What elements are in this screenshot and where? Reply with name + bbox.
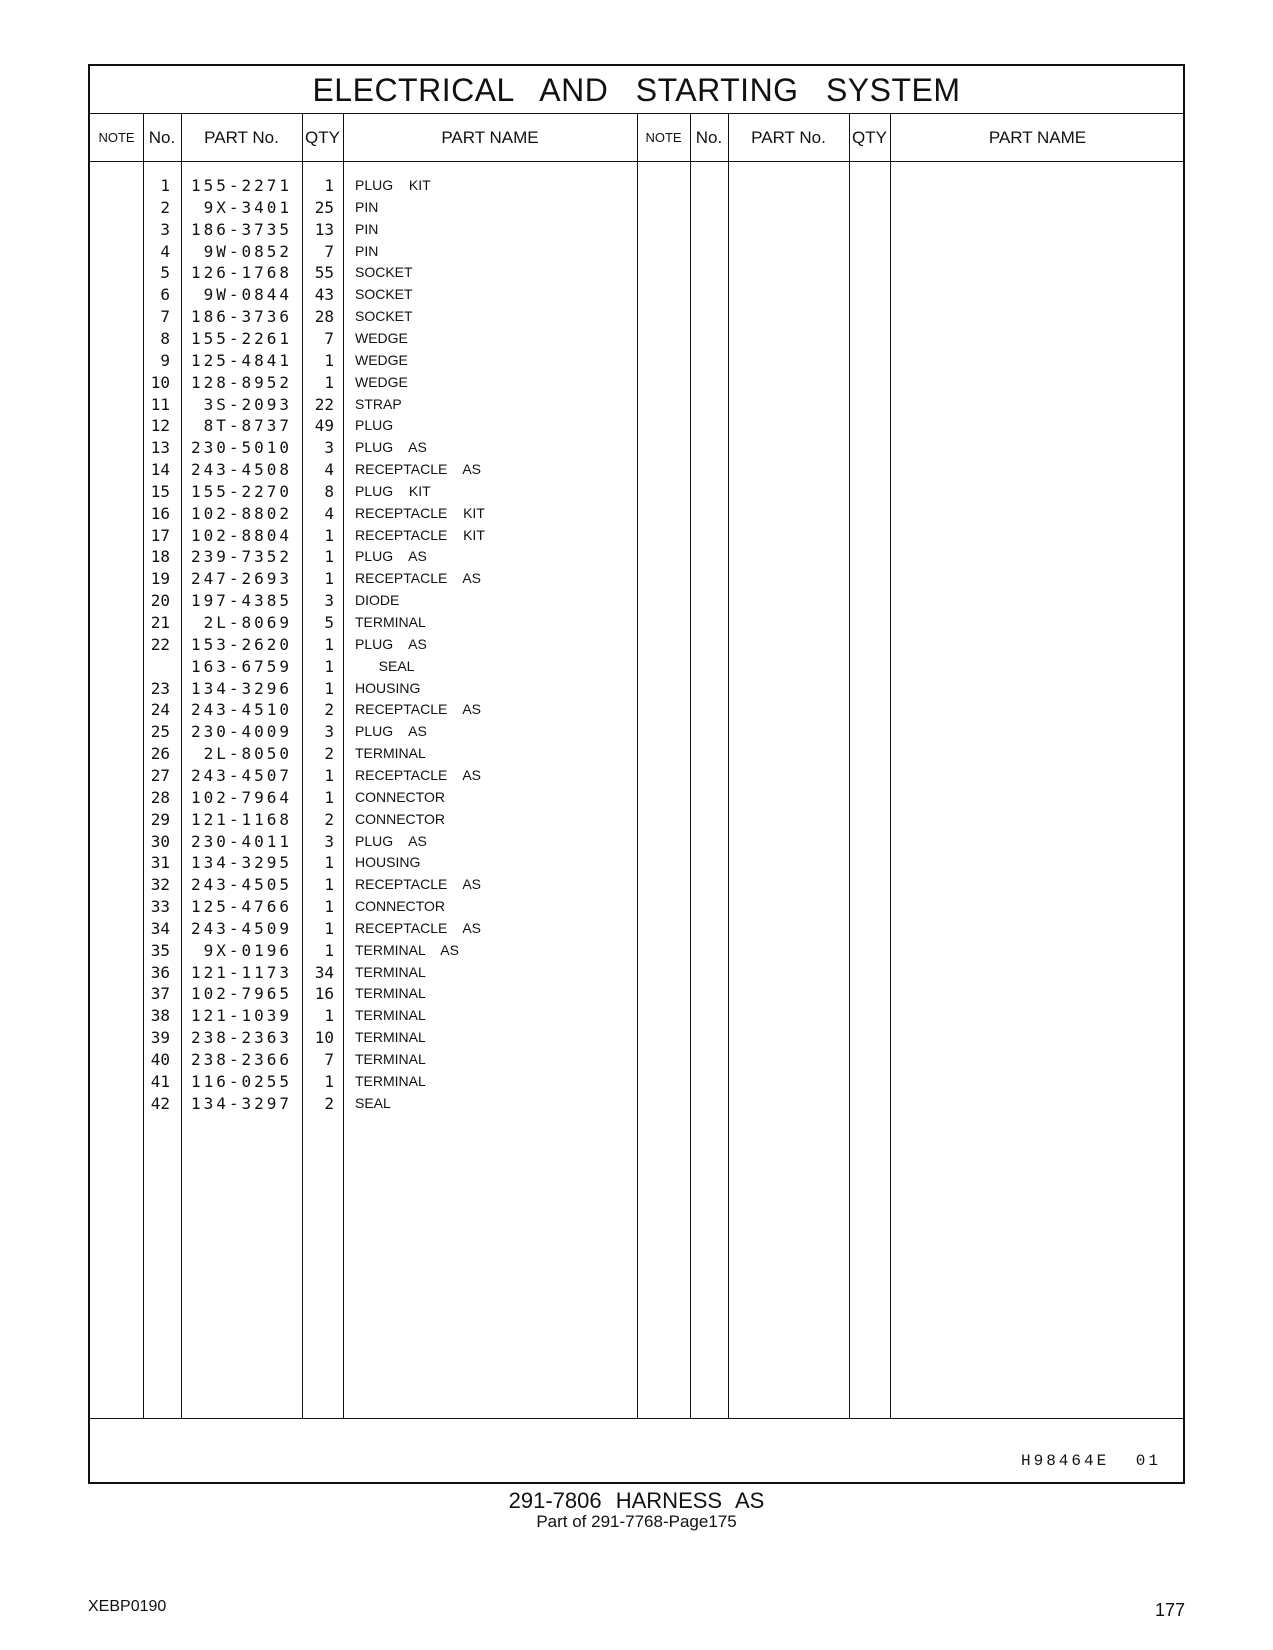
part-name: PLUG KIT bbox=[355, 177, 431, 193]
quantity: 4 bbox=[324, 503, 334, 523]
table-row bbox=[90, 371, 1183, 394]
part-number: 121-1173 bbox=[190, 962, 292, 982]
part-number: 9X-0196 bbox=[203, 940, 292, 960]
item-number: 15 bbox=[150, 481, 170, 501]
item-number: 19 bbox=[150, 569, 170, 589]
part-number: 2L-8050 bbox=[203, 744, 292, 764]
part-number: 125-4841 bbox=[190, 350, 292, 370]
part-name: RECEPTACLE AS bbox=[355, 919, 482, 936]
table-row bbox=[90, 895, 1183, 918]
quantity: 10 bbox=[314, 1028, 334, 1048]
table-row bbox=[90, 808, 1183, 831]
part-name: RECEPTACLE AS bbox=[355, 766, 482, 783]
quantity: 1 bbox=[324, 1071, 334, 1091]
part-name: STRAP bbox=[355, 395, 402, 412]
table-row bbox=[90, 720, 1183, 743]
page-title: ELECTRICAL AND STARTING SYSTEM bbox=[90, 66, 1183, 114]
table-row bbox=[90, 917, 1183, 940]
quantity: 49 bbox=[314, 416, 334, 436]
col-no-left: No. bbox=[148, 128, 176, 147]
table-row bbox=[90, 567, 1183, 590]
item-number: 24 bbox=[150, 700, 170, 720]
item-number: 4 bbox=[160, 241, 170, 261]
item-number: 40 bbox=[150, 1050, 170, 1069]
quantity: 22 bbox=[314, 394, 334, 414]
quantity: 1 bbox=[324, 372, 334, 392]
part-number: 186-3736 bbox=[190, 307, 292, 327]
part-name: PLUG AS bbox=[355, 832, 427, 849]
table-row bbox=[90, 196, 1183, 219]
table-row bbox=[90, 742, 1183, 765]
item-number: 34 bbox=[150, 918, 170, 938]
part-name: DIODE bbox=[355, 592, 400, 609]
part-number: 116-0255 bbox=[190, 1071, 292, 1091]
item-number: 1 bbox=[160, 176, 170, 195]
part-name: WEDGE bbox=[355, 373, 408, 390]
part-number: 121-1039 bbox=[190, 1006, 292, 1026]
part-number: 155-2271 bbox=[190, 176, 292, 195]
item-number: 41 bbox=[150, 1071, 170, 1091]
item-number: 39 bbox=[150, 1028, 170, 1048]
table-row bbox=[90, 655, 1183, 678]
table-row bbox=[90, 524, 1183, 547]
quantity: 43 bbox=[314, 285, 334, 305]
part-name: RECEPTACLE AS bbox=[355, 876, 482, 893]
quantity: 1 bbox=[324, 918, 334, 938]
part-number: 102-8802 bbox=[190, 503, 292, 523]
part-name: SOCKET bbox=[355, 264, 413, 281]
part-number: 230-5010 bbox=[190, 438, 292, 458]
item-number: 5 bbox=[160, 263, 170, 283]
part-name: TERMINAL bbox=[355, 745, 426, 762]
part-name: PLUG bbox=[355, 417, 394, 434]
item-number: 37 bbox=[150, 984, 170, 1004]
item-number: 22 bbox=[150, 634, 170, 654]
part-name: RECEPTACLE KIT bbox=[355, 526, 485, 543]
quantity: 1 bbox=[324, 853, 334, 873]
table-row bbox=[90, 261, 1183, 284]
item-number: 26 bbox=[150, 744, 170, 764]
caption bbox=[0, 1488, 1273, 1532]
part-number: 128-8952 bbox=[190, 372, 292, 392]
table-bottom-rule bbox=[90, 1418, 1183, 1419]
part-name: PIN bbox=[355, 220, 379, 237]
part-name: SEAL bbox=[355, 1094, 391, 1111]
table-row bbox=[90, 982, 1183, 1005]
item-number: 9 bbox=[160, 350, 170, 370]
quantity: 55 bbox=[314, 263, 334, 283]
quantity: 8 bbox=[324, 481, 334, 501]
part-name: PLUG AS bbox=[355, 635, 427, 652]
quantity: 4 bbox=[324, 460, 334, 480]
table-row bbox=[90, 1004, 1183, 1027]
part-number: 186-3735 bbox=[190, 219, 292, 239]
part-number: 243-4510 bbox=[190, 700, 292, 720]
quantity: 1 bbox=[324, 765, 334, 785]
part-name: TERMINAL bbox=[355, 963, 426, 980]
part-number: 239-7352 bbox=[190, 547, 292, 567]
quantity: 13 bbox=[314, 219, 334, 239]
part-number: 125-4766 bbox=[190, 897, 292, 917]
part-name: TERMINAL bbox=[355, 1029, 426, 1046]
quantity: 1 bbox=[324, 547, 334, 567]
table-row bbox=[90, 698, 1183, 721]
col-partno-right: PART No. bbox=[751, 128, 826, 147]
quantity: 1 bbox=[324, 678, 334, 698]
part-name: PIN bbox=[355, 198, 379, 215]
part-number: 8T-8737 bbox=[203, 416, 292, 436]
col-note-left: NOTE bbox=[98, 130, 135, 145]
parts-table-frame bbox=[88, 64, 1185, 1484]
col-qty-right: QTY bbox=[852, 128, 887, 147]
quantity: 25 bbox=[314, 197, 334, 217]
item-number: 7 bbox=[160, 307, 170, 327]
table-row bbox=[90, 480, 1183, 503]
item-number: 12 bbox=[150, 416, 170, 436]
part-number: 247-2693 bbox=[190, 569, 292, 589]
part-name: PIN bbox=[355, 242, 379, 259]
part-number: 9W-0852 bbox=[203, 241, 292, 261]
part-name: TERMINAL bbox=[355, 985, 426, 1002]
part-name: TERMINAL bbox=[355, 1007, 426, 1024]
part-number: 134-3297 bbox=[190, 1093, 292, 1113]
quantity: 1 bbox=[324, 787, 334, 807]
col-partno-left: PART No. bbox=[204, 128, 279, 147]
part-name: TERMINAL bbox=[355, 1051, 426, 1067]
quantity: 34 bbox=[314, 962, 334, 982]
part-number: 230-4009 bbox=[190, 722, 292, 742]
part-number: 102-7965 bbox=[190, 984, 292, 1004]
part-name: PLUG AS bbox=[355, 439, 427, 456]
quantity: 7 bbox=[324, 328, 334, 348]
part-number: 155-2261 bbox=[190, 328, 292, 348]
part-number: 238-2366 bbox=[190, 1050, 292, 1069]
quantity: 1 bbox=[324, 569, 334, 589]
item-number: 6 bbox=[160, 285, 170, 305]
item-number: 13 bbox=[150, 438, 170, 458]
table-row bbox=[90, 764, 1183, 787]
part-name: RECEPTACLE KIT bbox=[355, 504, 485, 521]
table-row bbox=[90, 611, 1183, 634]
part-name: TERMINAL AS bbox=[355, 941, 459, 958]
table-row bbox=[90, 502, 1183, 525]
quantity: 2 bbox=[324, 1093, 334, 1113]
item-number: 28 bbox=[150, 787, 170, 807]
quantity: 1 bbox=[324, 525, 334, 545]
table-row bbox=[90, 1092, 1183, 1115]
quantity: 1 bbox=[324, 1006, 334, 1026]
footer-page-number: 177 bbox=[1154, 1600, 1185, 1620]
item-number: 16 bbox=[150, 503, 170, 523]
part-number: 102-7964 bbox=[190, 787, 292, 807]
part-number: 153-2620 bbox=[190, 634, 292, 654]
item-number: 36 bbox=[150, 962, 170, 982]
item-number: 2 bbox=[160, 197, 170, 217]
table-row bbox=[90, 589, 1183, 612]
caption-sub: Part of 291-7768-Page175 bbox=[536, 1512, 737, 1531]
item-number: 29 bbox=[150, 809, 170, 829]
table-row bbox=[90, 677, 1183, 700]
part-number: 243-4505 bbox=[190, 875, 292, 895]
quantity: 2 bbox=[324, 809, 334, 829]
caption-main: 291-7806 HARNESS AS bbox=[508, 1488, 765, 1513]
part-name: SEAL bbox=[355, 657, 415, 674]
table-row bbox=[90, 939, 1183, 962]
table-row bbox=[90, 633, 1183, 656]
table-row bbox=[90, 327, 1183, 350]
table-row bbox=[90, 851, 1183, 874]
col-no-right: No. bbox=[695, 128, 723, 147]
part-number: 230-4011 bbox=[190, 831, 292, 851]
part-name: CONNECTOR bbox=[355, 788, 445, 805]
table-row bbox=[90, 174, 1183, 197]
illustration-reference: H98464E 01 bbox=[1020, 1452, 1161, 1470]
part-name: CONNECTOR bbox=[355, 898, 445, 915]
part-number: 243-4508 bbox=[190, 460, 292, 480]
part-name: WEDGE bbox=[355, 351, 408, 368]
part-name: PLUG KIT bbox=[355, 482, 431, 499]
part-number: 243-4509 bbox=[190, 918, 292, 938]
table-row bbox=[90, 240, 1183, 263]
col-note-right: NOTE bbox=[645, 130, 682, 145]
item-number: 20 bbox=[150, 591, 170, 611]
item-number: 11 bbox=[150, 394, 170, 414]
item-number: 35 bbox=[150, 940, 170, 960]
quantity: 1 bbox=[324, 897, 334, 917]
part-name: TERMINAL bbox=[355, 614, 426, 630]
item-number: 31 bbox=[150, 853, 170, 873]
item-number: 21 bbox=[150, 613, 170, 632]
table-row bbox=[90, 414, 1183, 437]
quantity: 3 bbox=[324, 591, 334, 611]
item-number: 25 bbox=[150, 722, 170, 742]
table-row bbox=[90, 961, 1183, 984]
quantity: 2 bbox=[324, 700, 334, 720]
quantity: 1 bbox=[324, 350, 334, 370]
footer-doc-code: XEBP0190 bbox=[88, 1598, 167, 1615]
part-name: PLUG AS bbox=[355, 548, 427, 565]
quantity: 16 bbox=[314, 984, 334, 1004]
quantity: 1 bbox=[324, 940, 334, 960]
col-qty-left: QTY bbox=[305, 128, 340, 147]
table-row bbox=[90, 436, 1183, 459]
item-number: 30 bbox=[150, 831, 170, 851]
part-name: CONNECTOR bbox=[355, 810, 445, 827]
item-number: 23 bbox=[150, 678, 170, 698]
part-name: SOCKET bbox=[355, 308, 413, 325]
part-name: TERMINAL bbox=[355, 1072, 426, 1089]
table-row bbox=[90, 873, 1183, 896]
item-number: 18 bbox=[150, 547, 170, 567]
part-number: 2L-8069 bbox=[203, 613, 292, 632]
quantity: 7 bbox=[324, 241, 334, 261]
part-number: 9W-0844 bbox=[203, 285, 292, 305]
part-name: RECEPTACLE AS bbox=[355, 701, 482, 718]
part-name: HOUSING bbox=[355, 679, 421, 696]
part-name: HOUSING bbox=[355, 854, 421, 871]
quantity: 1 bbox=[324, 656, 334, 676]
table-row bbox=[90, 1048, 1183, 1071]
part-number: 3S-2093 bbox=[203, 394, 292, 414]
table-row bbox=[90, 545, 1183, 568]
item-number: 8 bbox=[160, 328, 170, 348]
item-number: 32 bbox=[150, 875, 170, 895]
item-number: 10 bbox=[150, 372, 170, 392]
part-number: 197-4385 bbox=[190, 591, 292, 611]
part-number: 134-3295 bbox=[190, 853, 292, 873]
quantity: 1 bbox=[324, 875, 334, 895]
part-name: SOCKET bbox=[355, 286, 413, 303]
quantity: 28 bbox=[314, 307, 334, 327]
quantity: 3 bbox=[324, 722, 334, 742]
quantity: 1 bbox=[324, 634, 334, 654]
table-row bbox=[90, 218, 1183, 241]
part-name: WEDGE bbox=[355, 329, 408, 346]
item-number: 27 bbox=[150, 765, 170, 785]
part-name: RECEPTACLE AS bbox=[355, 570, 482, 587]
part-number: 102-8804 bbox=[190, 525, 292, 545]
part-number: 238-2363 bbox=[190, 1028, 292, 1048]
table-row bbox=[90, 393, 1183, 416]
item-number: 14 bbox=[150, 460, 170, 480]
part-number: 9X-3401 bbox=[203, 197, 292, 217]
item-number: 38 bbox=[150, 1006, 170, 1026]
quantity: 5 bbox=[324, 613, 334, 632]
col-partname-left: PART NAME bbox=[441, 128, 539, 147]
part-number: 243-4507 bbox=[190, 765, 292, 785]
item-number: 3 bbox=[160, 219, 170, 239]
item-number: 17 bbox=[150, 525, 170, 545]
part-number: 126-1768 bbox=[190, 263, 292, 283]
quantity: 1 bbox=[324, 176, 334, 195]
table-row bbox=[90, 458, 1183, 481]
quantity: 3 bbox=[324, 438, 334, 458]
part-number: 163-6759 bbox=[190, 656, 292, 676]
table-row bbox=[90, 1026, 1183, 1049]
col-partname-right: PART NAME bbox=[988, 128, 1087, 147]
quantity: 7 bbox=[324, 1050, 334, 1069]
table-row bbox=[90, 349, 1183, 372]
table-row bbox=[90, 283, 1183, 306]
part-number: 134-3296 bbox=[190, 678, 292, 698]
quantity: 3 bbox=[324, 831, 334, 851]
table-row bbox=[90, 786, 1183, 809]
item-number: 42 bbox=[150, 1093, 170, 1113]
table-row bbox=[90, 830, 1183, 853]
table-row bbox=[90, 1070, 1183, 1093]
part-name: PLUG AS bbox=[355, 723, 427, 740]
part-number: 155-2270 bbox=[190, 481, 292, 501]
table-row bbox=[90, 305, 1183, 328]
part-name: RECEPTACLE AS bbox=[355, 461, 482, 478]
item-number: 33 bbox=[150, 897, 170, 917]
part-number: 121-1168 bbox=[190, 809, 292, 829]
quantity: 2 bbox=[324, 744, 334, 764]
